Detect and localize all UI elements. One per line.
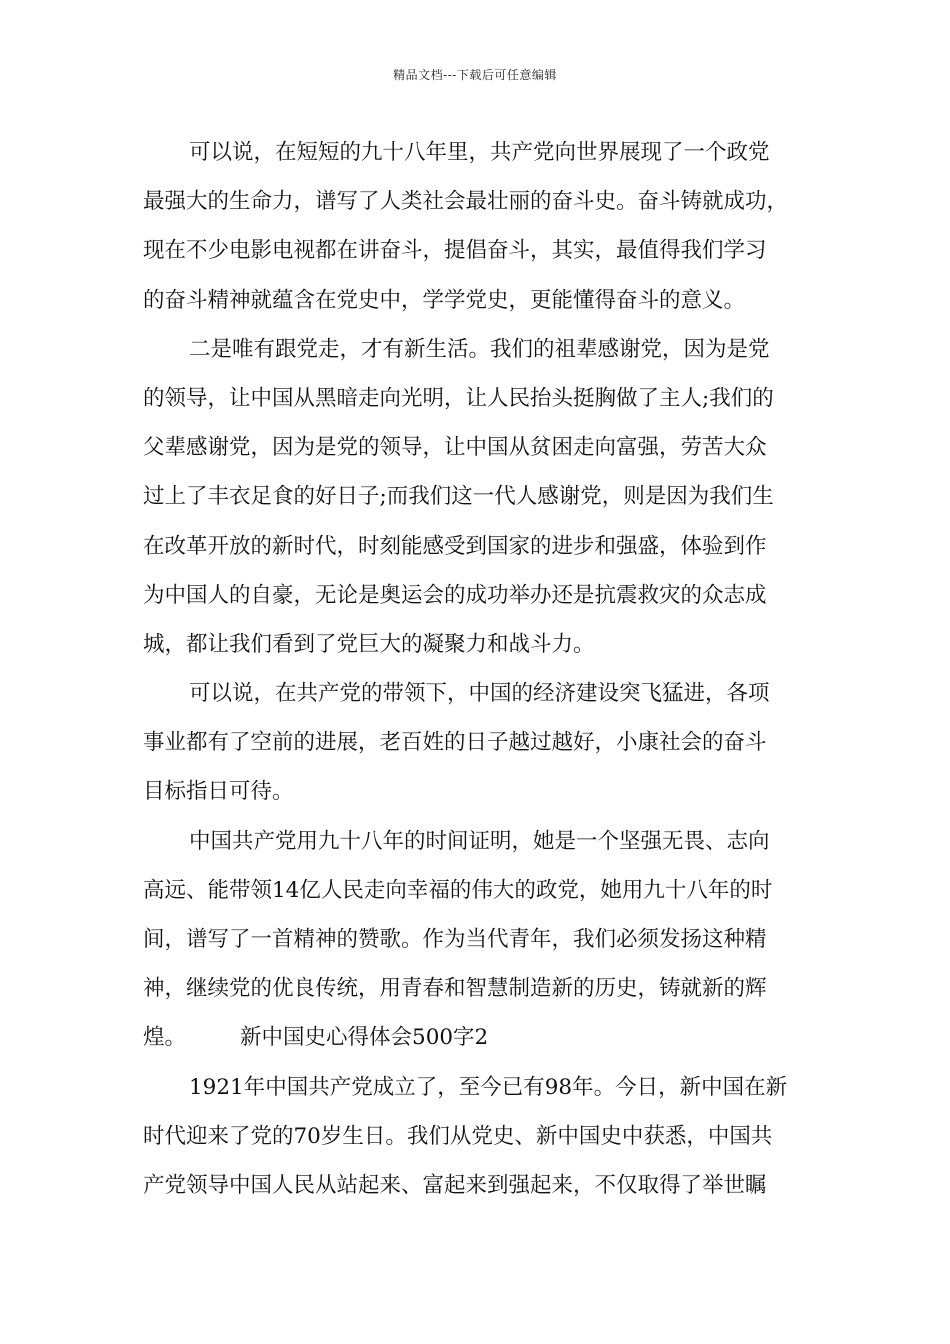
text-line: 中国共产党用九十八年的时间证明，她是一个坚强无畏、志向 xyxy=(189,828,770,854)
text-line: 最强大的生命力，谱写了人类社会最壮丽的奋斗史。奋斗铸就成功， xyxy=(143,189,789,215)
document-body xyxy=(143,128,815,1210)
text-line: 现在不少电影电视都在讲奋斗，提倡奋斗，其实，最值得我们学习 xyxy=(143,238,767,264)
text-line xyxy=(143,1013,815,1062)
text-line: 城，都让我们看到了党巨大的凝聚力和战斗力。 xyxy=(143,631,595,657)
text-line: 事业都有了空前的进展，老百姓的日子越过越好，小康社会的奋斗 xyxy=(143,730,767,756)
text-line: 二是唯有跟党走，才有新生活。我们的祖辈感谢党，因为是党 xyxy=(189,336,770,362)
text-line: 为中国人的自豪，无论是奥运会的成功举办还是抗震救灾的众志成 xyxy=(143,582,767,608)
text-line: 神，继续党的优良传统，用青春和智慧制造新的历史，铸就新的辉 xyxy=(143,976,767,1002)
section-heading: 新中国史心得体会500字2 xyxy=(240,1025,489,1051)
text-line: 的领导，让中国从黑暗走向光明，让人民抬头挺胸做了主人;我们的 xyxy=(143,385,774,411)
text-line: 产党领导中国人民从站起来、富起来到强起来，不仅取得了举世瞩 xyxy=(143,1172,767,1198)
line-text: 煌。 xyxy=(143,1025,187,1051)
text-line: 可以说，在共产党的带领下，中国的经济建设突飞猛进，各项 xyxy=(189,681,770,707)
text-line: 目标指日可待。 xyxy=(143,779,294,805)
text-line: 父辈感谢党，因为是党的领导，让中国从贫困走向富强，劳苦大众 xyxy=(143,435,767,461)
text-line: 高远、能带领14亿人民走向幸福的伟大的政党，她用九十八年的时 xyxy=(143,877,773,903)
text-line: 1921年中国共产党成立了，至今已有98年。今日，新中国在新 xyxy=(189,1074,788,1100)
text-line: 可以说，在短短的九十八年里，共产党向世界展现了一个政党 xyxy=(189,140,770,165)
text-line: 时代迎来了党的70岁生日。我们从党史、新中国史中获悉，中国共 xyxy=(143,1123,773,1149)
text-line: 的奋斗精神就蕴含在党史中，学学党史，更能懂得奋斗的意义。 xyxy=(143,287,746,313)
text-line: 过上了丰衣足食的好日子;而我们这一代人感谢党，则是因为我们生 xyxy=(143,484,774,510)
text-line: 在改革开放的新时代，时刻能感受到国家的进步和强盛，体验到作 xyxy=(143,533,767,559)
text-line: 间，谱写了一首精神的赞歌。作为当代青年，我们必须发扬这种精 xyxy=(143,927,767,952)
page-header: 精品文档---下载后可任意编辑 xyxy=(393,68,557,82)
